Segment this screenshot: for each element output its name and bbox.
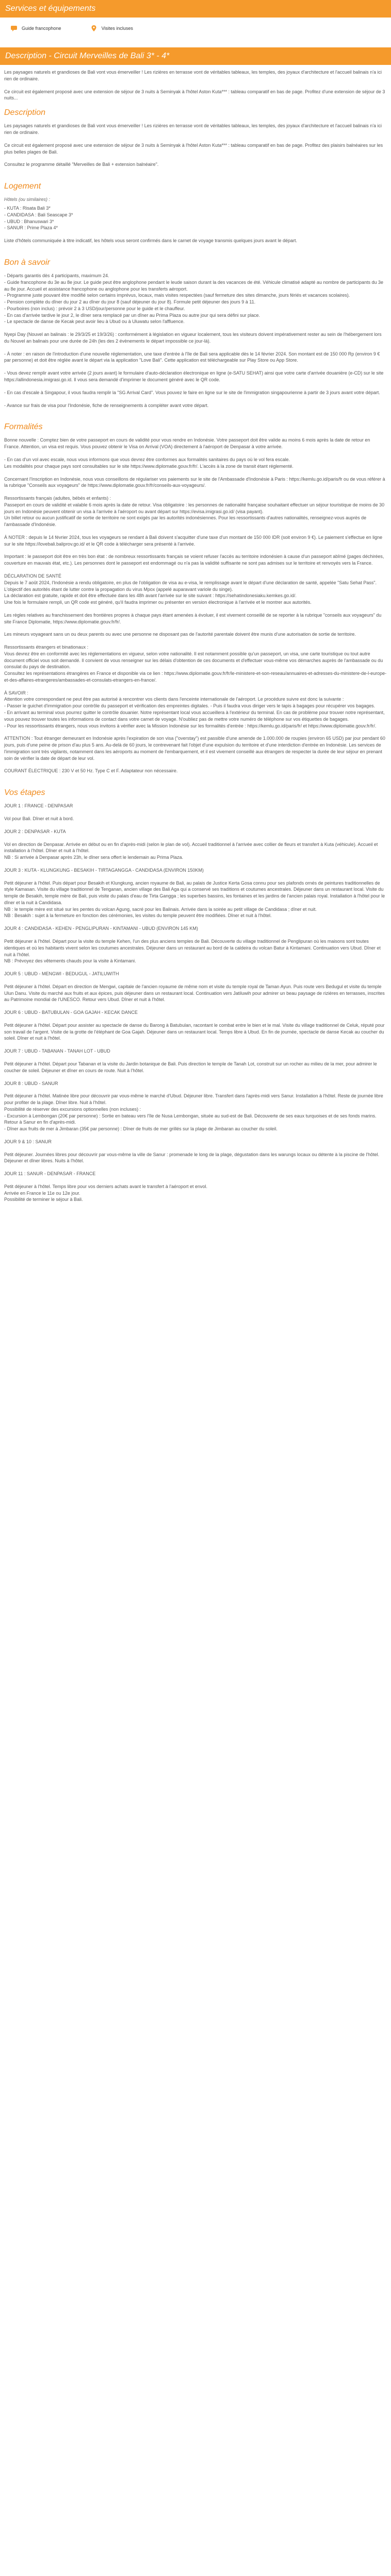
- content: [0, 65, 391, 1203]
- day-title: JOUR 7 : UBUD - TABANAN - TANAH LOT - UBUD: [4, 1048, 110, 1054]
- formalites-paragraph: Ressortissants français (adultes, bébés et enfants) : Passeport en cours de validité et valable 6 mois après la date de retour. Visa obligatoire : les personnes de nationalité française souhaitant effectuer un séjour touristique de moins de 30 jours en Indonésie peuvent obtenir un visa à l'arrivée à l'aéroport ou avant départ sur https://evisa.imigrasi.go.id/ (visa payant). Un billet retour ou aucun justificatif de sortie de territoire ne sont exigés par les autorités indonésiennes. Pour les ressortissants d'autres nationalités, renseignez-vous auprès de l'ambassade d'Indonésie.: [4, 496, 385, 528]
- description-paragraph: Ce circuit est également proposé avec une extension de séjour de 3 nuits à Seminyak à l'hôtel Aston Kuta*** : tableau comparatif en bas de page. Profitez des plaisirs balnéaires sur les plus belles plages de Bali.: [4, 142, 383, 155]
- day-text: Petit déjeuner à l'hôtel. Temps libre pour vos derniers achats avant le transfert à l'aéroport et envol. Arrivée en France le 11e ou 12e jour. Possibilité de terminer le séjour à Bali.: [4, 1183, 207, 1202]
- day-block: [4, 1171, 387, 1203]
- formalites-paragraph: DÉCLARATION DE SANTÉ Depuis le 7 août 2024, l'Indonésie a rendu obligatoire, en plus de l'obligation de visa au e-visa, le remplissage avant le départ d'une déclaration de santé, appelée "Satu Sehat Pass". L'objectif des autorités étant de lutter contre la propagation du virus Mpox (appelé auparavant variole du singe). La déclaration est gratuite, rapide et doit être effectuée dans les 48h avant l'arrivée sur le site suivant : https://sehatindonesiaku.kemkes.go.id/. Une fois le formulaire rempli, un QR code est généré, qu'il faudra imprimer ou présenter en version électronique à l'arrivée et le montrer aux autorités.: [4, 573, 377, 605]
- description-bar: Description - Circuit Merveilles de Bali 3* - 4*: [0, 47, 391, 65]
- formalites-paragraph: À SAVOIR : Attention votre correspondant ne peut être pas autorisé à rencontrer vos clients dans l'enceinte internationale de l'aéroport. Le procédure suivre est donc la suivante : - Passer le guichet d'immigration pour contrôle du passeport et vérification des empreintes digitales. - Puis il faudra vous diriger vers le tapis à bagages pour récupérer vos bagages. - En arrivant au terminal vous pourrez quitter le contrôle douanier. Notre représentant local vous accueillera à l'extérieur du terminal. En cas de problème pour trouver notre représentant, vous pouvez trouver toutes les informations de contact dans votre carnet de voyage. N'oubliez pas de mettre votre numéro de téléphone sur vos étiquettes de bagages. - Pour les ressortissants étrangers, nous vous invitons à vérifier avec la Mission Indonésie sur les formalités d'entrée : https://kemlu.go.id/paris/fr/ et https://www.diplomatie.gouv.fr/fr/.: [4, 690, 385, 728]
- day-text: Petit déjeuner à l'hôtel. Matinée libre pour découvrir par vous-même le marché d'Ubud. Déjeuner libre. Transfert dans l'après-midi vers Sanur. Installation à l'hôtel. Reste de journée libre pour profiter de la plage. Dîner libre. Nuit à l'hôtel. Possibilité de réserver des excursions optionnelles (non incluses) : - Excursion à Lembongan (20€ par personne) : Sortie en bateau vers l'île de Nusa Lembongan, située au sud-est de Bali. Découverte de ses eaux turquoises et de ses fonds marins. Retour à Sanur en fin d'après-midi. - Dîner aux fruits de mer à Jimbaran (35€ par personne) : Dîner de fruits de mer grillés sur la plage de Jimbaran au coucher du soleil.: [4, 1093, 383, 1132]
- service-label: Guide francophone: [22, 25, 61, 31]
- day-text: Petit déjeuner à l'hôtel. Départ pour assister au spectacle de danse du Barong à Batubulan, racontant le combat entre le bien et le mal. Visite du village traditionnel de Celuk, réputé pour son travail de l'argent. Visite de la grotte de l'éléphant de Goa Gajah. Déjeuner dans un restaurant local. Temps libre à Ubud. En fin de journée, spectacle de danse Kecak au coucher du soleil. Dîner et nuit à l'hôtel.: [4, 1022, 385, 1041]
- day-block: [4, 867, 387, 919]
- bon-a-savoir-paragraph: - Départs garantis dès 4 participants, maximum 24. - Guide francophone du 3e au 8e jour. Le guide peut être anglophone pendant le leude saison durant la des vacances de été. Véhicule climatisé adapté au nombre de participants du 3e au 8e jour. Accueil et assistance francophone ou anglophone pour les transferts aéroport. - Programme juste pouvant être modifié selon certains imprévus, locaux, mais visites respectées (sauf fermeture des sites dimanche, jours fériés et vacances scolaires). - Pension complète du dîner du jour 2 au dîner du jour 8 (sauf déjeuner du jour 8). Formule petit déjeuner des jours 9 à 11. - Pourboires (non inclus) : prévoir 2 à 3 USD/jour/personne pour le guide et le chauffeur. - En cas d'arrivée tardive le jour 2, le dîner sera remplacé par un dîner au Prima Plaza ou autre jour qui sera défini sur place. - Le spectacle de danse de Kecak peut avoir lieu à Ubud ou à Uluwatu selon l'affluence.: [4, 273, 384, 325]
- bon-a-savoir-paragraph: - Avance sur frais de visa pour l'Indonésie, fiche de renseignements à compléter avant votre départ.: [4, 402, 209, 408]
- day-block: [4, 971, 387, 1003]
- day-title: JOUR 11 : SANUR - DENPASAR - FRANCE: [4, 1171, 96, 1177]
- day-title: JOUR 5 : UBUD - MENGWI - BEDUGUL - JATILUWITH: [4, 971, 119, 977]
- service-guide: [10, 25, 61, 32]
- hotel-item: - CANDIDASA : Bali Seascape 3*: [4, 212, 73, 217]
- day-title: JOUR 3 : KUTA - KLUNGKUNG - BESAKIH - TIRTAGANGGA - CANDIDASA (ENVIRON 150KM): [4, 867, 204, 873]
- formalites-paragraph: Bonne nouvelle : Comptez bien de votre passeport en cours de validité pour vous rendre en Indonésie. Votre passeport doit être valide au moins 6 mois après la date de retour en France. Attention, un visa est requis. Vous pouvez obtenir le Visa on Arrival (VOA) directement à l'aéroport de Denpasar à votre arrivée.: [4, 437, 370, 450]
- services-list: [0, 18, 391, 37]
- description-paragraph: Consultez le programme détaillé "Merveilles de Bali + extension balnéaire".: [4, 162, 159, 167]
- hotel-item: - UBUD : Bhanuswari 3*: [4, 218, 54, 224]
- day-text: Vol pour Bali. Dîner et nuit à bord.: [4, 816, 74, 822]
- speech-bubble-icon: [10, 25, 18, 32]
- formalites-currency: COURANT ÉLECTRIQUE : 230 V et 50 Hz. Type C et F. Adaptateur non nécessaire.: [4, 768, 178, 774]
- service-visits: [90, 25, 133, 32]
- day-block: [4, 1009, 387, 1042]
- day-title: JOUR 6 : UBUD - BATUBULAN - GOA GAJAH - KECAK DANCE: [4, 1010, 138, 1015]
- description-heading: Description: [4, 108, 46, 117]
- intro-paragraph: Ce circuit est également proposé avec une extension de séjour de 3 nuits à Seminyak à l'hôtel Aston Kuta*** : tableau comparatif en bas de page. Profitez d'une extension de séjour de 3 nuits...: [4, 89, 385, 101]
- day-text: Petit déjeuner à l'hôtel. Départ en direction de Mengwi, capitale de l'ancien royaume de même nom et visite du temple royal de Taman Ayun. Puis route vers Bedugul et visite du temple Ulun Danu. Visite du marché aux fruits et aux épices, puis déjeuner dans un restaurant local. Continuation vers Jatiluwih pour admirer un beau paysage de rizières en terrasses, inscrites au Patrimoine mondial de l'UNESCO. Retour vers Ubud. Dîner et nuit à l'hôtel.: [4, 984, 385, 1003]
- services-bar: Services et équipements: [0, 0, 391, 18]
- day-title: JOUR 4 : CANDIDASA - KEHEN - PENGLIPURAN - KINTAMANI - UBUD (ENVIRON 145 KM): [4, 926, 198, 931]
- logement-note: Liste d'hôtels communiquée à titre indicatif, les hôtels vous seront confirmés dans le carnet de voyage transmis quelques jours avant le départ.: [4, 238, 298, 244]
- service-label: Visites incluses: [101, 25, 133, 31]
- day-text: Petit déjeuner à l'hôtel. Départ pour la visite du temple Kehen, l'un des plus anciens temples de Bali. Découverte du village traditionnel de Penglipuran où les maisons sont toutes identiques et où les habitants vivent selon les coutumes ancestrales. Déjeuner dans un restaurant au bord de la caldeira du volcan Batur à Kintamani. Continuation vers Ubud. Dîner et nuit à l'hôtel. NB : Prévoyez des vêtements chauds pour la visite à Kintamani.: [4, 939, 381, 964]
- description-paragraph: Les paysages naturels et grandioses de Bali vont vous émerveiller ! Les rizières en terrasse vont de véritables tableaux, les temples, des joyaux d'architecture et l'accueil balinais n'a ici rien de ordinaire.: [4, 123, 382, 135]
- formalites-paragraph: ATTENTION : Tout étranger demeurant en Indonésie après l'expiration de son visa ("overstay") est passible d'une amende de 1.000.000 de roupies (environ 65 USD) par jour pendant 60 jours, puis d'une peine de prison d'au plus 5 ans. Au-delà de 60 jours, le contrevenant fait l'objet d'une expulsion du territoire et d'une interdiction d'entrée en Indonésie. Les services de l'immigration sont très vigilants, notamment dans les aéroports au moment de l'embarquement, et il est vivement conseillé aux étrangers de respecter la durée de leur séjour en prenant soin de vérifier la date de départ de leur vol.: [4, 736, 385, 761]
- bon-a-savoir-paragraph: Nyepi Day (Nouvel an balinais : le 29/3/25 et 19/3/26) : conformément à législation en vigueur localement, tous les visiteurs doivent impérativement rester au sein de l'hébergement lors du Nouvel an balinais pour une durée de 24h (les des 2 évènements le départ impossible ce jour-là).: [4, 332, 382, 344]
- bon-a-savoir-paragraph: - À noter : en raison de l'introduction d'une nouvelle réglementation, une taxe d'entrée à l'île de Bali sera applicable dès le 14 février 2024. Son montant est de 150 000 Rp (environ 9 € par personne) et doit être réglée avant le départ via la application "Love Bali". Cette application est téléchargeable sur Play Store ou App Store.: [4, 351, 380, 363]
- logement-heading: Logement: [4, 182, 41, 191]
- vos-etapes-heading: Vos étapes: [4, 788, 45, 798]
- day-title: JOUR 8 : UBUD - SANUR: [4, 1080, 58, 1086]
- day-block: [4, 828, 387, 861]
- formalites-paragraph: - En cas d'un vol avec escale, nous vous informons que vous devrez être conformes aux formalités sanitaires du pays où le vol fera escale. Les modalités pour chaque pays sont consultables sur le site https://www.diplomatie.gouv.fr/fr/. L'accès à la zone de transit étant réglementé.: [4, 457, 294, 469]
- formalites-paragraph: À NOTER : depuis le 14 février 2024, tous les voyageurs se rendant à Bali doivent s'acquitter d'une taxe d'un montant de 150 000 IDR (soit environ 9 €). Le paiement s'effectue en ligne sur le site https://lovebali.baliprov.go.id/ et le QR code à télécharger sera présenté à l'arrivée.: [4, 534, 383, 547]
- formalites-paragraph: Les mineurs voyageant sans un ou deux parents ou avec une personne ne disposant pas de l'autorité parentale doivent être munis d'une autorisation de sortie de territoire.: [4, 632, 356, 637]
- pin-icon: [90, 25, 97, 32]
- day-text: Petit déjeuner. Journées libres pour découvrir par vous-même la ville de Sanur : promenade le long de la plage, dégustation dans les warungs locaux ou détente à la piscine de l'hôtel. Déjeuner et dîner libres. Nuits à l'hôtel.: [4, 1151, 380, 1164]
- hotel-item: - KUTA : Risata Bali 3*: [4, 206, 51, 211]
- day-text: Petit déjeuner à l'hôtel. Départ pour Tabanan et la visite du Jardin botanique de Bali. Puis direction le temple de Tanah Lot, construit sur un rocher au milieu de la mer, pour admirer le coucher de soleil. Déjeuner et dîner en cours de route. Nuit à l'hôtel.: [4, 1061, 377, 1073]
- day-block: [4, 803, 387, 822]
- day-block: [4, 1080, 387, 1132]
- formalites-paragraph: Les règles relatives au franchissement des frontières propres à chaque pays étant amenées à évoluer, il est vivement conseillé de se reporter à la rubrique "conseils aux voyageurs" du site France Diplomatie, https://www.diplomatie.gouv.fr/fr/.: [4, 612, 382, 624]
- bon-a-savoir-heading: Bon à savoir: [4, 258, 50, 267]
- formalites-paragraph: Concernant l'Inscription en Indonésie, nous vous conseillons de régulariser vos paiements sur le site de l'Ambassade d'Indonésie à Paris : https://kemlu.go.id/paris/fr ou de vous référer à la rubrique "Conseils aux voyageurs" de https://www.diplomatie.gouv.fr/fr/conseils-aux-voyageurs/.: [4, 476, 385, 488]
- intro-paragraph: Les paysages naturels et grandioses de Bali vont vous émerveiller ! Les rizières en terrasse vont de véritables tableaux, les temples, des joyaux d'architecture et l'accueil balinais n'a ici rien de ordinaire.: [4, 70, 382, 81]
- day-text: Vol en direction de Denpasar. Arrivée en début ou en fin d'après-midi (selon le plan de vol). Accueil traditionnel à l'arrivée avec collier de fleurs et transfert à Kuta (véhicule). Accueil et installation à l'hôtel. Dîner et nuit à l'hôtel. NB : Si arrivée à Denpasar après 23h, le dîner sera offert le lendemain au Prima Plaza.: [4, 841, 378, 860]
- hotel-item: - SANUR : Prime Plaza 4*: [4, 225, 58, 231]
- formalites-paragraph: Important : le passeport doit être en très bon état : de nombreux ressortissants français se voient refuser l'accès au territoire indonésien à cause d'un passeport abîmé (pages déchirées, couverture en mauvais état, etc.). Les personnes dont le passeport est endommagé ou n'a pas la validité suffisante ne sont pas admises sur le territoire et renvoyés vers la France.: [4, 554, 384, 566]
- formalites-paragraph: Ressortissants étrangers et binationaux : Vous devrez être en conformité avec les réglementations en vigueur, selon votre nationalité. Il est notamment possible qu'un passeport, un visa, une carte touristique ou tout autre document officiel vous soit demandé. Il convient de vous renseigner sur les délais d'obtention de ces documents et d'effectuer vous-même vos démarches auprès de l'ambassade ou du consulat du pays de destination. Consultez les représentations étrangères en France et disponible via ce lien : https://www.diplomatie.gouv.fr/fr/le-ministere-et-son-reseau/annuaires-et-adresses-du-ministere-de-l-europe-et-des-affaires-etrangeres/ambassades-et-consulats-etrangers-en-france/.: [4, 645, 387, 683]
- bon-a-savoir-paragraph: - Vous devez remplir avant votre arrivée (2 jours avant) le formulaire d'auto-déclaration électronique en ligne (e-SATU SEHAT) ainsi que votre carte d'arrivée douanière (e-CD) sur le site https://allindonesia.imigrasi.go.id. Il vous sera demandé d'imprimer le document généré avec le QR code.: [4, 370, 384, 382]
- formalites-heading: Formalités: [4, 422, 43, 432]
- day-title: JOUR 1 : FRANCE - DENPASAR: [4, 803, 73, 809]
- day-block: [4, 925, 387, 964]
- bon-a-savoir-paragraph: - En cas d'escale à Singapour, il vous faudra remplir la "SG Arrival Card". Vous pouvez le faire en ligne sur le site de l'immigration singapourienne à partir de 3 jours avant votre départ.: [4, 389, 380, 395]
- day-block: [4, 1139, 387, 1164]
- day-title: JOUR 2 : DENPASAR - KUTA: [4, 828, 66, 834]
- logement-subtitle: Hôtels (ou similaires) :: [4, 197, 51, 202]
- day-block: [4, 1048, 387, 1074]
- day-title: JOUR 9 & 10 : SANUR: [4, 1139, 52, 1144]
- day-text: Petit déjeuner à l'hôtel. Puis départ pour Besakih et Klungkung, ancien royaume de Bali, au palais de Justice Kerta Gosa connu pour ses plafonds ornés de peintures traditionnelles de style Kamasan. Visite du village traditionnel de Tenganan, ancien village des Bali Aga qui a conservé ses traditions et coutumes ancestrales. Déjeuner dans un restaurant local. Visite du temple de Besakih, temple mère de Bali, puis visite du palais d'eau de Tirta Gangga ; les superbes bassins, les fontaines et les jardins de l'ancien palais royal. Installation à l'hôtel pour le dîner et la nuit à Candidasa. NB : le temple mère est situé sur les pentes du volcan Agung, sacré pour les Balinais. Arrivée dans la soirée au petit village de Candidasa ; dîner et nuit. NB : Besakih : sujet à la fermeture en fonction des cérémonies, les visites du temple peuvent être modifiées. Dîner et nuit à l'hôtel.: [4, 880, 385, 919]
